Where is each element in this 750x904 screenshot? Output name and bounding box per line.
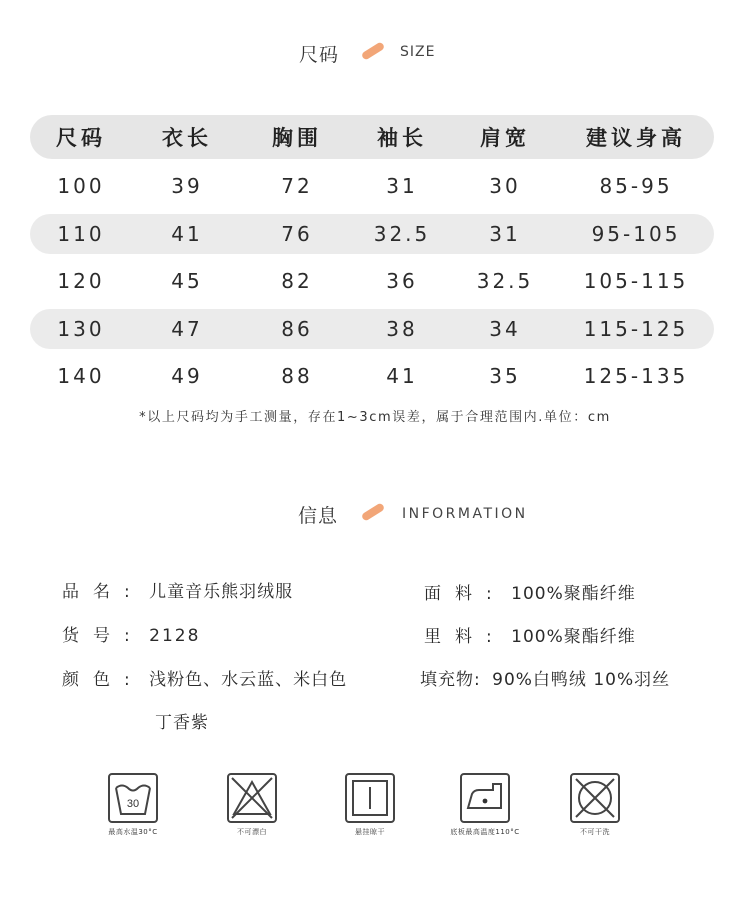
product-filling-label: 填充物: xyxy=(420,670,481,690)
table-cell: 41 xyxy=(171,222,203,246)
table-cell: 105-115 xyxy=(583,269,689,293)
size-title-en: SIZE xyxy=(400,44,436,60)
table-row xyxy=(30,214,714,254)
header-cell: 胸围 xyxy=(272,126,322,150)
table-cell: 38 xyxy=(386,317,418,341)
table-cell: 45 xyxy=(171,269,203,293)
table-cell: 95-105 xyxy=(591,222,681,246)
brush-stroke-icon xyxy=(361,502,386,522)
table-cell: 31 xyxy=(489,222,521,246)
care-item-no-bleach xyxy=(202,772,302,837)
care-label: 不可漂白 xyxy=(237,828,267,836)
table-cell: 140 xyxy=(57,364,105,388)
table-row xyxy=(30,166,714,206)
wash-temp: 30 xyxy=(126,798,140,810)
table-cell: 82 xyxy=(281,269,313,293)
table-cell: 76 xyxy=(281,222,313,246)
table-cell: 86 xyxy=(281,317,313,341)
header-cell: 衣长 xyxy=(162,126,212,150)
table-header-row xyxy=(30,115,714,159)
product-fabric-value: 100%聚酯纤维 xyxy=(511,584,636,604)
care-item-wash xyxy=(83,772,183,837)
wash-30-icon xyxy=(107,772,159,824)
table-cell: 130 xyxy=(57,317,105,341)
table-cell: 32.5 xyxy=(373,222,431,246)
iron-low-icon xyxy=(459,772,511,824)
table-row xyxy=(30,261,714,301)
table-cell: 100 xyxy=(57,174,105,198)
product-name-label: 品名: xyxy=(62,582,144,602)
product-colors-value-2: 丁香紫 xyxy=(155,713,209,733)
table-cell: 36 xyxy=(386,269,418,293)
product-colors-line2 xyxy=(155,708,209,733)
table-row xyxy=(30,356,714,396)
table-cell: 35 xyxy=(489,364,521,388)
table-cell: 110 xyxy=(57,222,105,246)
product-name-value: 儿童音乐熊羽绒服 xyxy=(149,582,294,602)
info-title-cn: 信息 xyxy=(298,505,339,527)
size-title-cn: 尺码 xyxy=(299,44,340,66)
table-cell: 41 xyxy=(386,364,418,388)
product-colors xyxy=(62,665,347,690)
care-item-iron xyxy=(435,772,535,837)
no-bleach-icon xyxy=(226,772,278,824)
product-fabric xyxy=(424,579,636,604)
table-cell: 32.5 xyxy=(476,269,534,293)
product-name xyxy=(62,577,293,602)
table-row xyxy=(30,309,714,349)
care-item-no-dry-clean xyxy=(545,772,645,837)
product-filling xyxy=(420,665,670,690)
table-cell: 115-125 xyxy=(583,317,689,341)
care-item-hang-dry xyxy=(320,772,420,837)
product-lining-label: 里料: xyxy=(424,627,506,647)
product-colors-value: 浅粉色、水云蓝、米白色 xyxy=(149,670,348,690)
table-cell: 85-95 xyxy=(599,174,673,198)
care-label: 最高水温30°C xyxy=(108,828,158,836)
header-cell: 袖长 xyxy=(377,126,427,150)
table-cell: 49 xyxy=(171,364,203,388)
measurement-note: *以上尺码均为手工测量，存在1~3cm误差，属于合理范围内.单位：cm xyxy=(139,410,611,425)
product-lining xyxy=(424,622,636,647)
table-cell: 39 xyxy=(171,174,203,198)
brush-stroke-icon xyxy=(361,41,386,61)
table-cell: 125-135 xyxy=(583,364,689,388)
table-cell: 47 xyxy=(171,317,203,341)
product-filling-value: 90%白鸭绒 10%羽丝 xyxy=(492,670,671,690)
header-cell: 尺码 xyxy=(56,126,106,150)
care-label: 不可干洗 xyxy=(580,828,610,836)
table-cell: 34 xyxy=(489,317,521,341)
care-label: 底板最高温度110°C xyxy=(450,828,520,836)
header-cell: 肩宽 xyxy=(480,126,530,150)
table-cell: 72 xyxy=(281,174,313,198)
product-colors-label: 颜色: xyxy=(62,670,144,690)
product-sku-value: 2128 xyxy=(149,626,201,646)
product-sku-label: 货号: xyxy=(62,626,144,646)
table-cell: 120 xyxy=(57,269,105,293)
header-cell: 建议身高 xyxy=(586,126,686,150)
table-cell: 30 xyxy=(489,174,521,198)
no-dry-clean-icon xyxy=(569,772,621,824)
product-lining-value: 100%聚酯纤维 xyxy=(511,627,636,647)
product-sku xyxy=(62,621,200,646)
info-title-en: INFORMATION xyxy=(402,506,528,522)
product-fabric-label: 面料: xyxy=(424,584,506,604)
table-cell: 31 xyxy=(386,174,418,198)
table-cell: 88 xyxy=(281,364,313,388)
care-label: 悬挂晾干 xyxy=(355,828,385,836)
hang-dry-icon xyxy=(344,772,396,824)
